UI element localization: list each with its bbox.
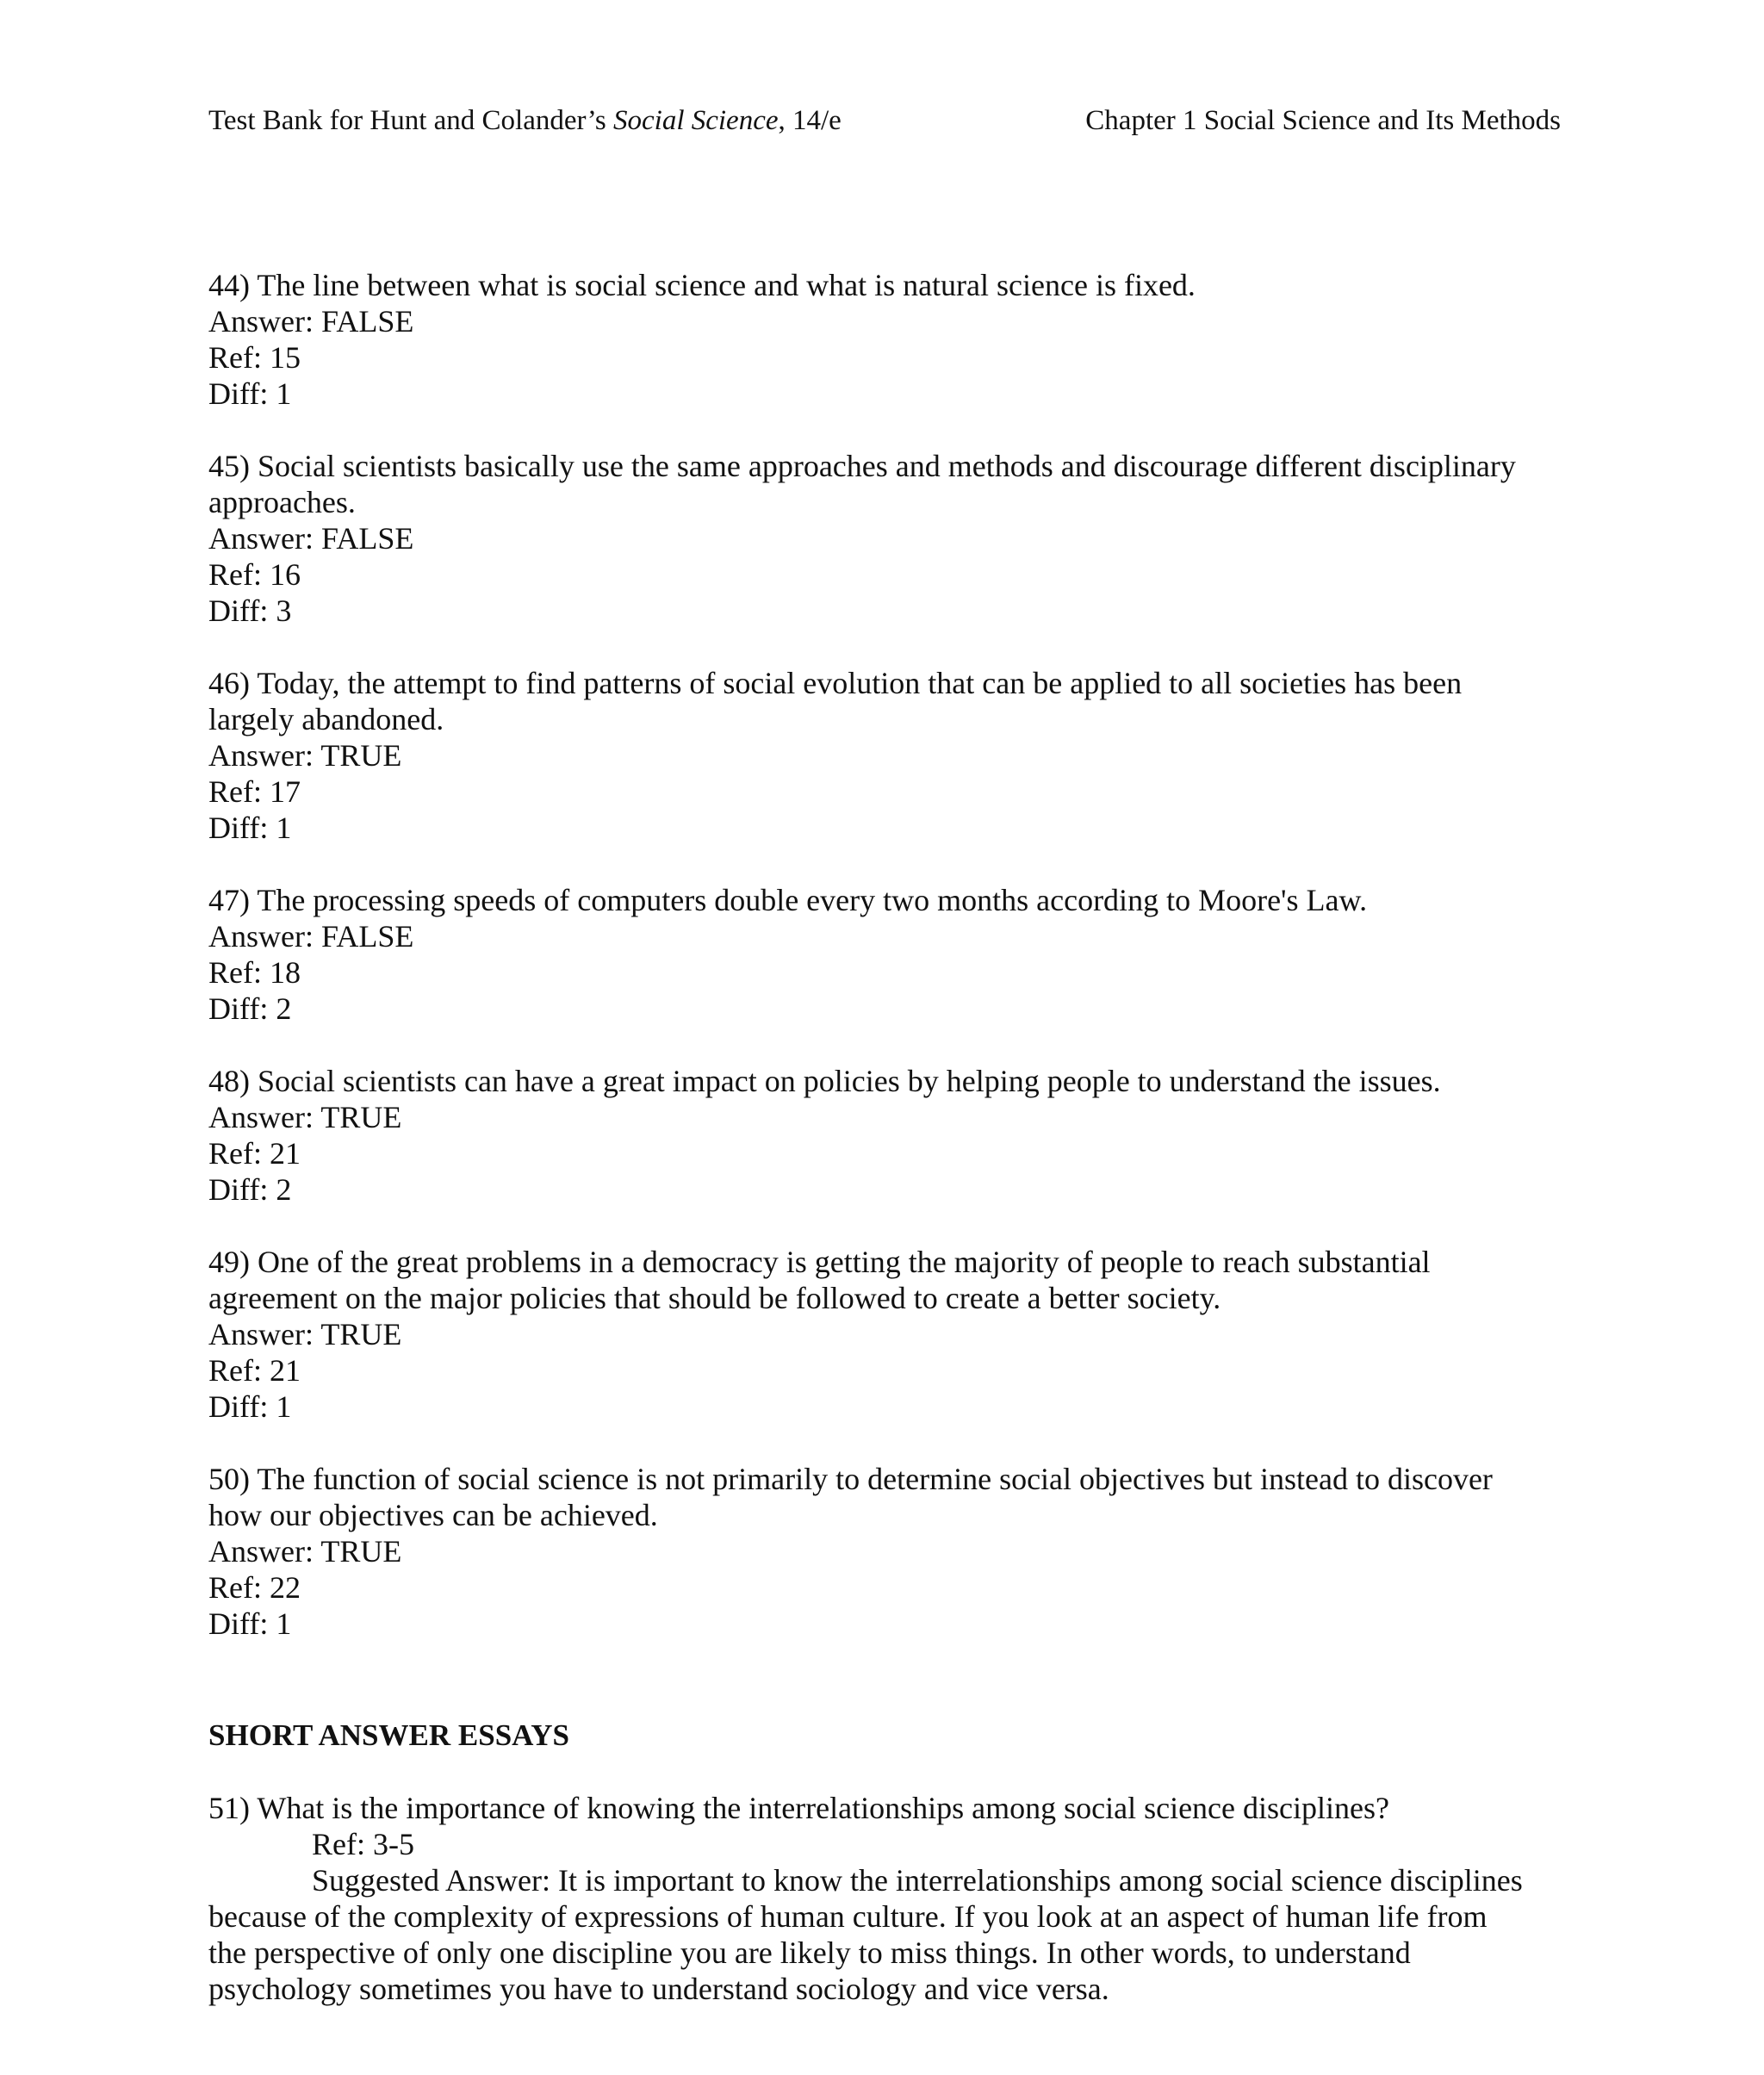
- question-45: [208, 448, 1561, 629]
- essay-question-51: [208, 1790, 1561, 2007]
- question-diff: Diff: 3: [208, 593, 292, 628]
- question-answer: Answer: TRUE: [208, 1317, 402, 1351]
- question-answer: Answer: TRUE: [208, 1100, 402, 1134]
- question-text: largely abandoned.: [208, 702, 444, 736]
- question-46: [208, 665, 1561, 846]
- question-ref: Ref: 15: [208, 340, 301, 375]
- question-text: 50) The function of social science is not primarily to determine social objectives but instead to discover: [208, 1462, 1493, 1496]
- question-49: [208, 1244, 1561, 1425]
- question-ref: Ref: 22: [208, 1570, 301, 1605]
- question-answer: Answer: TRUE: [208, 738, 402, 773]
- header-chapter-title: Chapter 1 Social Science and Its Methods: [1085, 105, 1561, 136]
- question-44: [208, 267, 1561, 412]
- question-ref: Ref: 21: [208, 1136, 301, 1171]
- section-heading: SHORT ANSWER ESSAYS: [208, 1718, 569, 1752]
- question-text: 49) One of the great problems in a democracy is getting the majority of people to reach substantial: [208, 1245, 1431, 1279]
- question-answer: Answer: FALSE: [208, 919, 414, 954]
- essay-ref: Ref: 3-5: [312, 1827, 414, 1861]
- question-answer: Answer: FALSE: [208, 304, 414, 339]
- question-answer: Answer: TRUE: [208, 1534, 402, 1569]
- question-diff: Diff: 1: [208, 376, 292, 411]
- question-text: 48) Social scientists can have a great impact on policies by helping people to understand the issues.: [208, 1064, 1441, 1098]
- question-text: 44) The line between what is social science and what is natural science is fixed.: [208, 268, 1196, 302]
- question-ref: Ref: 17: [208, 774, 301, 809]
- question-diff: Diff: 1: [208, 811, 292, 845]
- question-47: [208, 882, 1561, 1027]
- question-text: how our objectives can be achieved.: [208, 1498, 658, 1532]
- document-body: [208, 267, 1561, 2043]
- header-title-italic: Social Science: [613, 105, 779, 136]
- question-diff: Diff: 1: [208, 1389, 292, 1424]
- essay-answer-line: Suggested Answer: It is important to know the interrelationships among social science disciplines: [312, 1863, 1523, 1898]
- page-header: [208, 102, 1561, 140]
- header-book-title: [208, 102, 842, 140]
- question-answer: Answer: FALSE: [208, 521, 414, 556]
- question-diff: Diff: 1: [208, 1606, 292, 1641]
- question-ref: Ref: 18: [208, 955, 301, 990]
- question-ref: Ref: 21: [208, 1353, 301, 1388]
- header-title-suffix: , 14/e: [778, 105, 842, 136]
- essay-answer-line: the perspective of only one discipline you are likely to miss things. In other words, to understand: [208, 1935, 1411, 1970]
- question-48: [208, 1063, 1561, 1208]
- header-title-prefix: Test Bank for Hunt and Colander’s: [208, 105, 613, 136]
- question-50: [208, 1461, 1561, 1642]
- question-diff: Diff: 2: [208, 1172, 292, 1207]
- question-text: approaches.: [208, 485, 356, 519]
- question-text: agreement on the major policies that should be followed to create a better society.: [208, 1281, 1221, 1315]
- essay-answer-line: psychology sometimes you have to understand sociology and vice versa.: [208, 1972, 1109, 2006]
- essay-answer-line: because of the complexity of expressions of human culture. If you look at an aspect of human life from: [208, 1899, 1488, 1934]
- question-text: 46) Today, the attempt to find patterns of social evolution that can be applied to all societies has been: [208, 666, 1463, 700]
- question-ref: Ref: 16: [208, 557, 301, 592]
- question-text: 45) Social scientists basically use the same approaches and methods and discourage different disciplinary: [208, 449, 1516, 483]
- question-diff: Diff: 2: [208, 991, 292, 1026]
- essay-question-text: 51) What is the importance of knowing the interrelationships among social science disciplines?: [208, 1791, 1389, 1825]
- question-text: 47) The processing speeds of computers double every two months according to Moore's Law.: [208, 883, 1368, 917]
